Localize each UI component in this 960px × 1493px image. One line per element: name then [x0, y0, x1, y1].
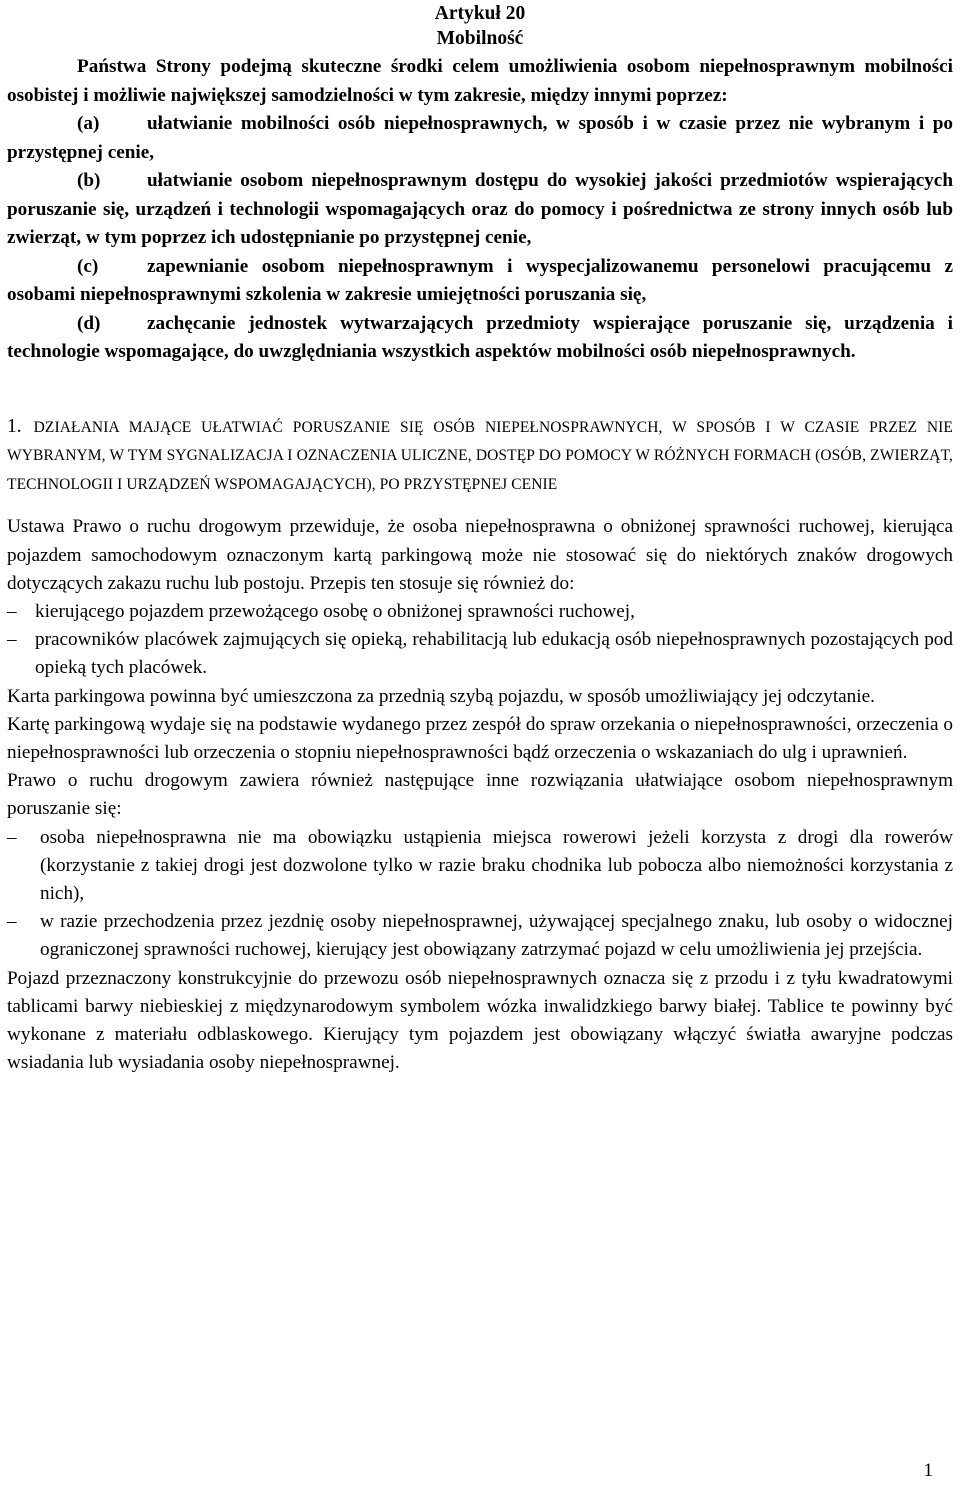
- list-item-text: w razie przechodzenia przez jezdnię osoby niepełnosprawnej, używającej specjalnego znaku, lub osoby o widocznej ograniczonej sprawności ruchowej, kierujący jest obowiązany zatrzymać pojazd w celu umożliwienia jej przejścia.: [40, 911, 953, 961]
- section-heading-text: DZIAŁANIA MAJĄCE UŁATWIAĆ PORUSZANIE SIĘ OSÓB NIEPEŁNOSPRAWNYCH, W SPOSÓB I W CZASIE PRZEZ NIE WYBRANYM, W TYM SYGNALIZACJA I OZNACZENIA ULICZNE, DOSTĘP DO POMOCY W RÓŻNYCH FORMACH (OSÓB, ZWIERZĄT, TECHNOLOGII I URZĄDZEŃ WSPOMAGAJĄCYCH), PO PRZYSTĘPNEJ CENIE: [7, 418, 953, 493]
- section-heading: [7, 413, 953, 500]
- document-page: [7, 0, 953, 1077]
- section-number: 1.: [7, 415, 22, 437]
- item-label: (a): [77, 113, 100, 135]
- article-item-b: [7, 167, 953, 253]
- item-text: ułatwianie mobilności osób niepełnosprawnych, w sposób i w czasie przez nie wybranym i po przystępnej cenie,: [7, 113, 953, 163]
- list-item-text: kierującego pojazdem przewożącego osobę o obniżonej sprawności ruchowej,: [35, 601, 635, 623]
- dash-bullet: –: [7, 601, 17, 623]
- list-item: [7, 626, 953, 682]
- item-text: ułatwianie osobom niepełnosprawnym dostępu do wysokiej jakości przedmiotów wspierających poruszanie się, urządzeń i technologii wspomagających oraz do pomocy i pośrednictwa ze strony innych osób lub zwierząt, w tym poprzez ich udostępnianie po przystępnej cenie,: [7, 170, 953, 249]
- body-paragraph-5: Pojazd przeznaczony konstrukcyjnie do przewozu osób niepełnosprawnych oznacza się z przodu i z tyłu kwadratowymi tablicami barwy niebieskiej z międzynarodowym symbolem wózka inwalidzkiego barwy białej. Tablice te powinny być wykonane z materiału odblaskowego. Kierujący tym pojazdem jest obowiązany włączyć światła awaryjne podczas wsiadania lub wysiadania osoby niepełnosprawnej.: [7, 967, 953, 1074]
- dash-bullet: –: [7, 911, 17, 933]
- body-paragraph-2: Karta parkingowa powinna być umieszczona za przednią szybą pojazdu, w sposób umożliwiający jej odczytanie.: [7, 685, 875, 707]
- article-heading: Artykuł 20: [434, 3, 526, 24]
- dash-bullet: –: [7, 629, 17, 651]
- dash-bullet: –: [7, 826, 17, 848]
- list-item: [7, 824, 953, 909]
- body-paragraph-4: Prawo o ruchu drogowym zawiera również następujące inne rozwiązania ułatwiające osobom niepełnosprawnym poruszanie się:: [7, 770, 953, 820]
- article-item-c: [7, 253, 953, 310]
- article-item-d: [7, 310, 953, 367]
- list-item-text: osoba niepełnosprawna nie ma obowiązku ustąpienia miejsca rowerowi jeżeli korzysta z drogi dla rowerów (korzystanie z takiej drogi jest dozwolone tylko w razie braku chodnika lub pobocza albo niemożności korzystania z nich),: [40, 826, 953, 905]
- list-item-text: pracowników placówek zajmujących się opieką, rehabilitacją lub edukacją osób niepełnosprawnych pozostających pod opieką tych placówek.: [35, 629, 953, 679]
- article-intro: Państwa Strony podejmą skuteczne środki celem umożliwienia osobom niepełnosprawnym mobilności osobistej i możliwie największej samodzielności w tym zakresie, między innymi poprzez:: [7, 56, 953, 107]
- body-paragraph-3: Kartę parkingową wydaje się na podstawie wydanego przez zespół do spraw orzekania o niepełnosprawności, orzeczenia o niepełnosprawności lub orzeczenia o stopniu niepełnosprawności bądź orzeczenia o wskazaniach do ulg i uprawnień.: [7, 713, 953, 764]
- item-text: zapewnianie osobom niepełnosprawnym i wyspecjalizowanemu personelowi pracującemu z osobami niepełnosprawnymi szkolenia w zakresie umiejętności poruszania się,: [7, 255, 953, 306]
- body-paragraph-1: Ustawa Prawo o ruchu drogowym przewiduje, że osoba niepełnosprawna o obniżonej sprawności ruchowej, kierująca pojazdem samochodowym oznaczonym kartą parkingową może nie stosować się do niektórych znaków drogowych dotyczących zakazu ruchu lub postoju. Przepis ten stosuje się również do:: [7, 516, 953, 594]
- article-title: Mobilność: [436, 28, 524, 49]
- list-item: [7, 908, 953, 964]
- list-item: [7, 598, 953, 626]
- article-item-a: [7, 110, 953, 167]
- item-text: zachęcanie jednostek wytwarzających przedmioty wspierające poruszanie się, urządzenia i technologie wspomagające, do uwzględniania wszystkich aspektów mobilności osób niepełnosprawnych.: [7, 312, 953, 363]
- item-label: (b): [77, 170, 101, 192]
- item-label: (d): [77, 312, 101, 334]
- item-label: (c): [77, 255, 99, 277]
- page-number: 1: [923, 1460, 933, 1481]
- section-body: [7, 513, 953, 1077]
